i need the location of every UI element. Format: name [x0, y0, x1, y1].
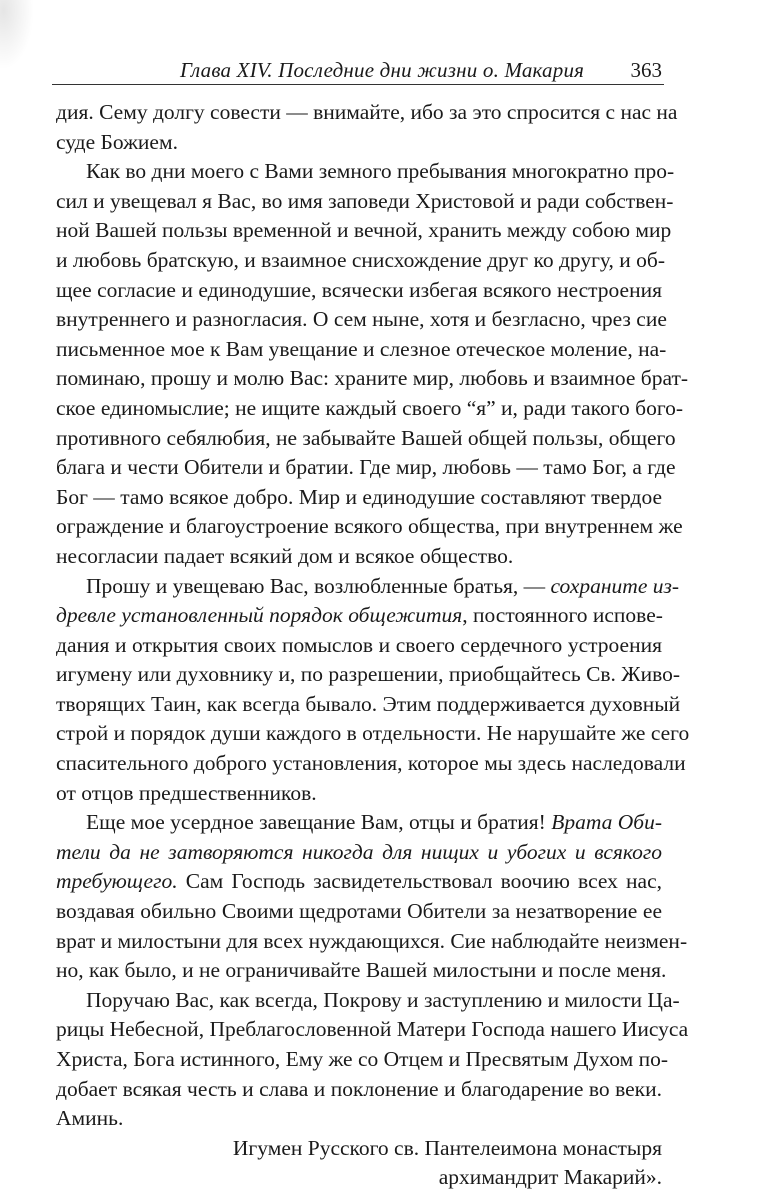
scan-shadow	[0, 0, 34, 70]
text-run: Еще мое усердное завещание Вам, отцы и братия!	[86, 810, 552, 835]
text-line: Поручаю Вас, как всегда, Покрову и заступлению и милости Ца-	[86, 987, 680, 1012]
text-line: дания и открытия своих помыслов и своего сердечного устроения	[56, 632, 662, 657]
text-line: ной Вашей пользы временной и вечной, хранить между собою мир	[56, 218, 672, 243]
text-line	[56, 867, 662, 897]
signature-line: архимандрит Макарий».	[438, 1165, 662, 1190]
italic-run: Врата Оби-	[551, 810, 663, 835]
text-line: тели да не затворяются никогда для нищих и убогих и всякого	[56, 839, 662, 864]
text-line: ское единомыслие; не ищите каждый своего “я” и, ради такого бого-	[56, 395, 684, 420]
text-line: строй и порядок души каждого в отдельности. Не нарушайте же сего	[56, 721, 690, 746]
text-line: рицы Небесной, Преблагословенной Матери Господа нашего Иисуса	[56, 1017, 689, 1042]
text-line: внутреннего и разногласия. О сем ныне, хотя и безгласно, чрез сие	[56, 307, 667, 332]
text-line: Аминь.	[56, 1106, 124, 1131]
text-line: добает всякая честь и слава и поклонение и благодарение во веки.	[56, 1076, 662, 1101]
text-line	[56, 808, 662, 838]
text-line: ограждение и благоустроение всякого общества, при внутреннем же	[56, 514, 683, 539]
italic-run: сохраните из-	[550, 573, 680, 598]
text-line: творящих Таин, как всегда бывало. Этим поддерживается духовный	[56, 691, 681, 716]
text-line: противного себялюбия, не забывайте Вашей общей пользы, общего	[56, 425, 676, 450]
italic-run: требующего.	[56, 869, 178, 894]
text-line: дия. Сему долгу совести — внимайте, ибо за это спросится с нас на	[56, 100, 678, 124]
text-line: щее согласие и единодушие, всячески избегая всякого нестроения	[56, 277, 662, 302]
text-line: Как во дни моего с Вами земного пребывания многократно про-	[86, 159, 675, 184]
text-line: от отцов предшественников.	[56, 780, 317, 805]
text-line: Бог — тамо всякое добро. Мир и единодушие составляют твердое	[56, 484, 662, 509]
text-run: , постоянного испове-	[462, 603, 663, 628]
signature-line: Игумен Русского св. Пантелеимона монастыря	[232, 1135, 662, 1160]
text-line: несогласии падает всякий дом и всякое общество.	[56, 543, 514, 568]
text-line: спасительного доброго установления, которое мы здесь наследовали	[56, 751, 686, 776]
text-line: воздавая обильно Своими щедротами Обители за незатворение ее	[56, 899, 662, 924]
italic-run: древле установленный порядок общежития	[56, 603, 463, 628]
page-header	[52, 54, 664, 85]
running-title: Глава XIV. Последние дни жизни о. Макария	[180, 58, 585, 82]
text-line: но, как было, и не ограничивайте Вашей милостыни и после меня.	[56, 958, 667, 983]
text-line	[56, 601, 662, 631]
text-run: Сам Господь засвидетельствовал воочию всех нас,	[177, 869, 662, 894]
page-number: 363	[630, 58, 662, 82]
text-line: блага и чести Обители и братии. Где мир, любовь — тамо Бог, а где	[56, 455, 676, 480]
text-line: сил и увещевал я Вас, во имя заповеди Христовой и ради собствен-	[56, 188, 674, 213]
text-line: Христа, Бога истинного, Ему же со Отцем и Пресвятым Духом по-	[56, 1047, 669, 1071]
text-line	[56, 572, 680, 602]
text-line: врат и милостыни для всех нуждающихся. Сие наблюдайте неизмен-	[56, 928, 688, 953]
text-line: игумену или духовнику и, по разрешении, приобщайтесь Св. Живо-	[56, 662, 680, 687]
text-line: поминаю, прошу и молю Вас: храните мир, любовь и взаимное брат-	[56, 366, 689, 391]
body-text	[56, 98, 690, 1193]
text-line: и любовь братскую, и взаимное снисхождение друг ко другу, и об-	[56, 247, 665, 272]
text-run: Прошу и увещеваю Вас, возлюбленные братья, —	[86, 573, 551, 598]
text-line: письменное мое к Вам увещание и слезное отеческое моление, на-	[56, 336, 667, 361]
text-line: суде Божием.	[56, 129, 178, 154]
